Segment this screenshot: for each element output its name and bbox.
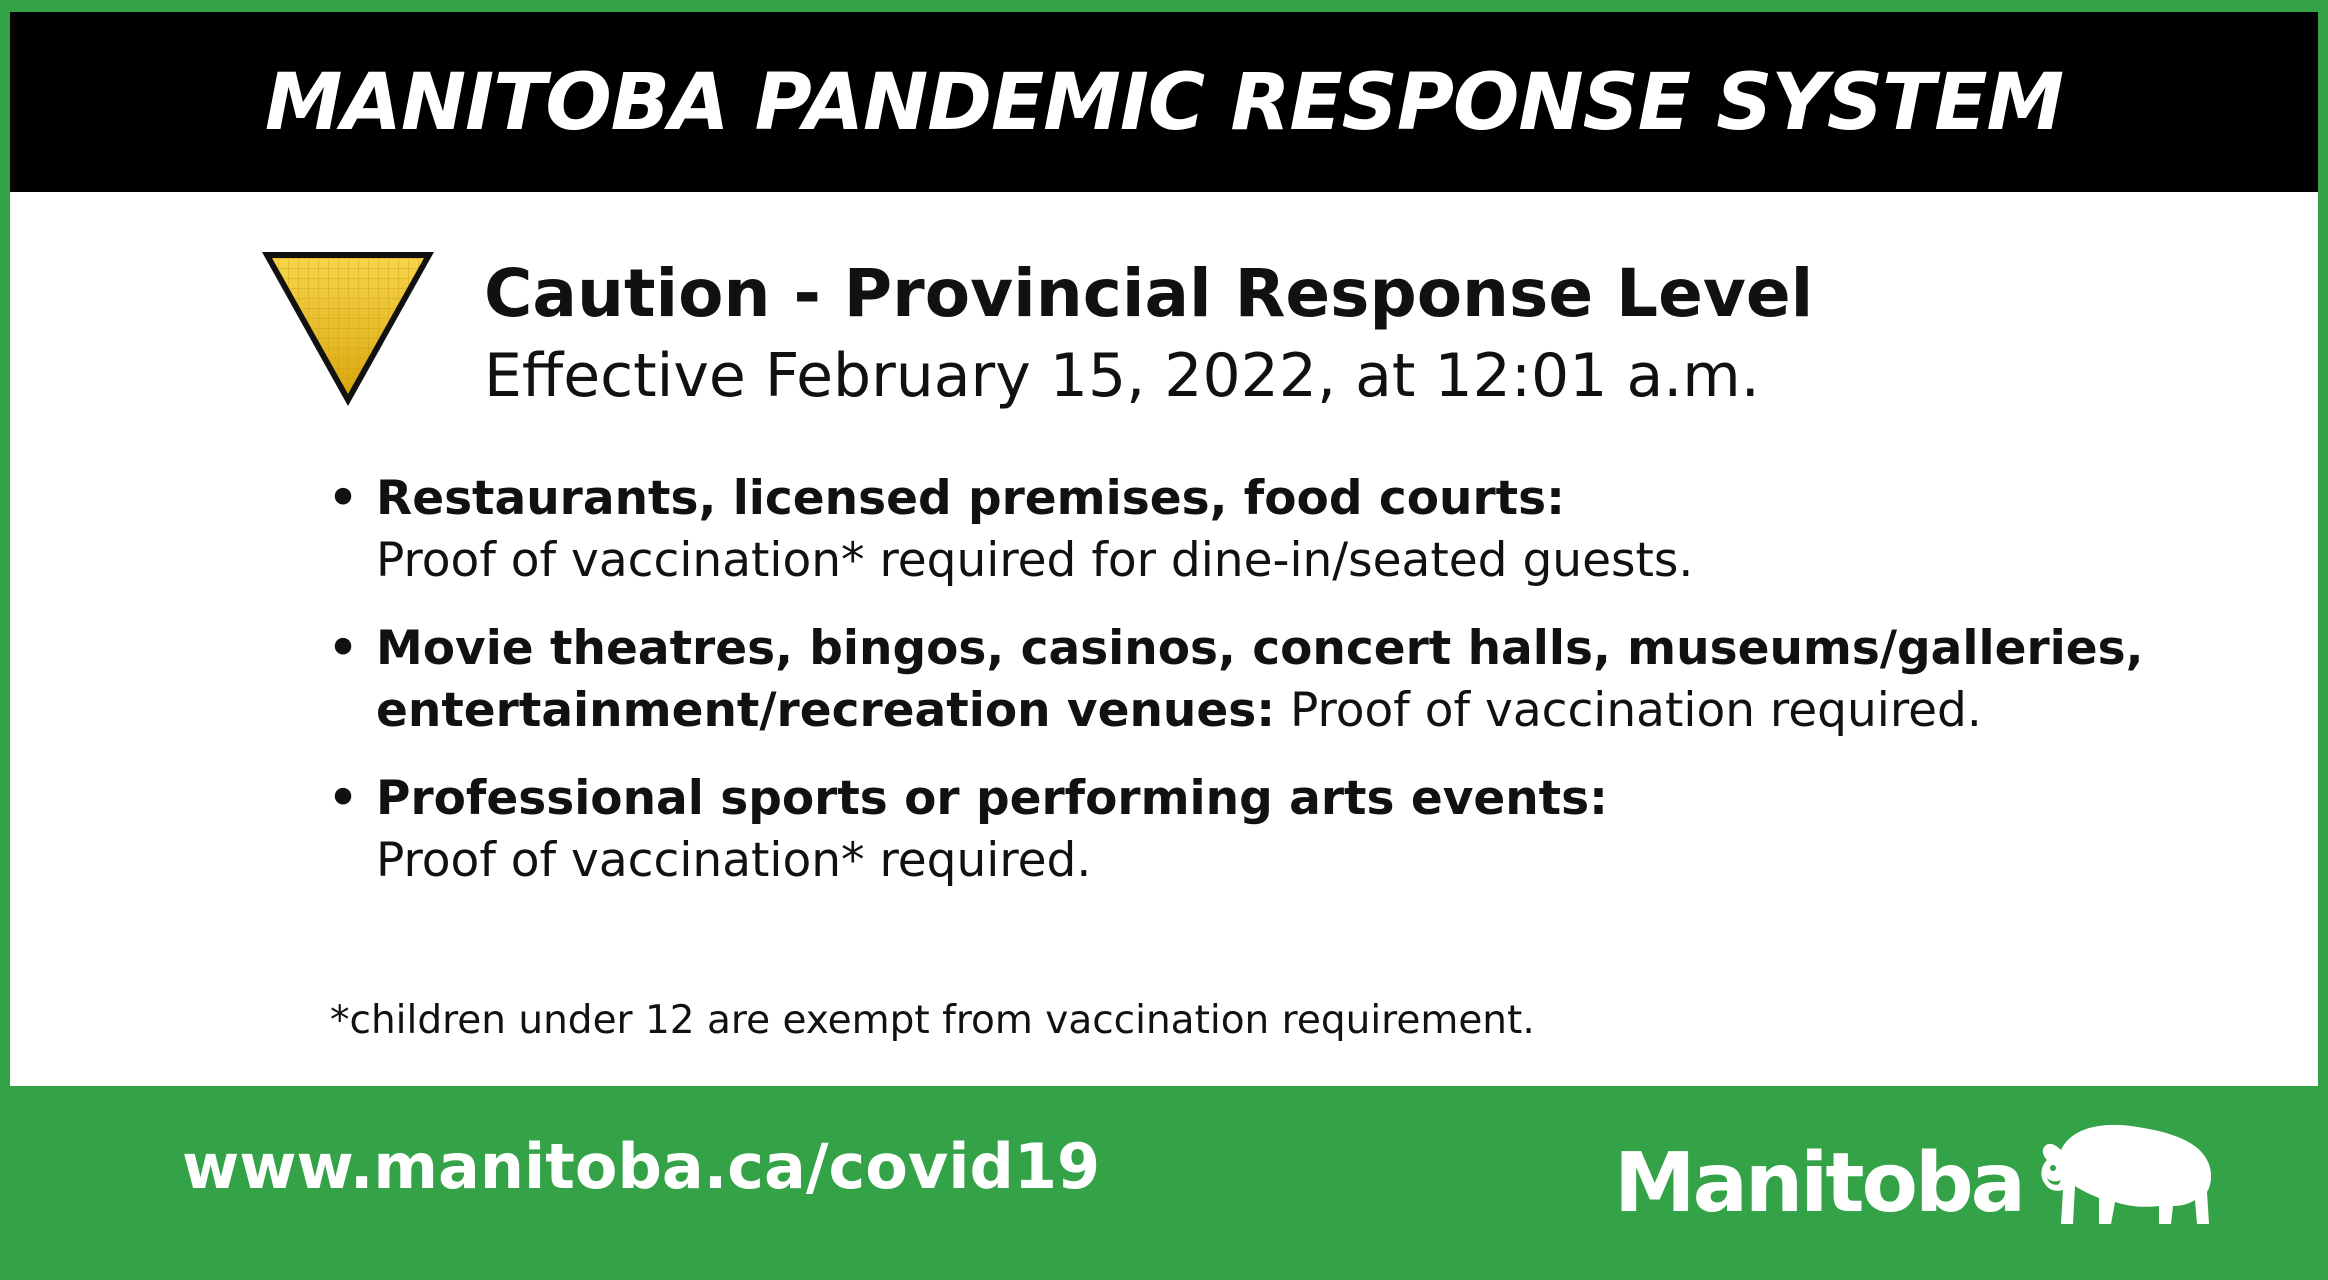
bullet-text: Proof of vaccination* required. bbox=[376, 833, 1092, 888]
level-title: Caution - Provincial Response Level bbox=[484, 255, 1814, 332]
footer-bar bbox=[10, 1086, 2318, 1270]
poster-panel bbox=[10, 12, 2318, 1270]
manitoba-logo bbox=[1614, 1122, 2217, 1232]
logo-wordmark: Manitoba bbox=[1614, 1136, 2023, 1231]
yellow-triangle-icon bbox=[258, 248, 438, 412]
bullet-text: Proof of vaccination required. bbox=[1289, 683, 1982, 738]
bullet-heading: Movie theatres, bingos, casinos, concert halls, museums/galleries, entertainment/recreation venues: bbox=[376, 621, 2144, 738]
website-url: www.manitoba.ca/covid19 bbox=[182, 1130, 1101, 1203]
bullet-text: Proof of vaccination* required for dine-in/seated guests. bbox=[376, 533, 1694, 588]
list-item bbox=[328, 618, 2228, 742]
bullet-heading: Professional sports or performing arts events: bbox=[376, 771, 1608, 826]
response-level-block bbox=[484, 252, 1813, 416]
list-item bbox=[328, 768, 2228, 892]
level-effective-date: Effective February 15, 2022, at 12:01 a.m. bbox=[484, 341, 1760, 411]
footnote: *children under 12 are exempt from vaccination requirement. bbox=[330, 998, 1535, 1043]
header-title: MANITOBA PANDEMIC RESPONSE SYSTEM bbox=[264, 58, 2064, 148]
bullet-heading: Restaurants, licensed premises, food courts: bbox=[376, 471, 1565, 526]
bison-icon bbox=[2031, 1120, 2217, 1232]
header-bar bbox=[10, 12, 2318, 192]
restrictions-list bbox=[328, 468, 2228, 918]
list-item bbox=[328, 468, 2228, 592]
